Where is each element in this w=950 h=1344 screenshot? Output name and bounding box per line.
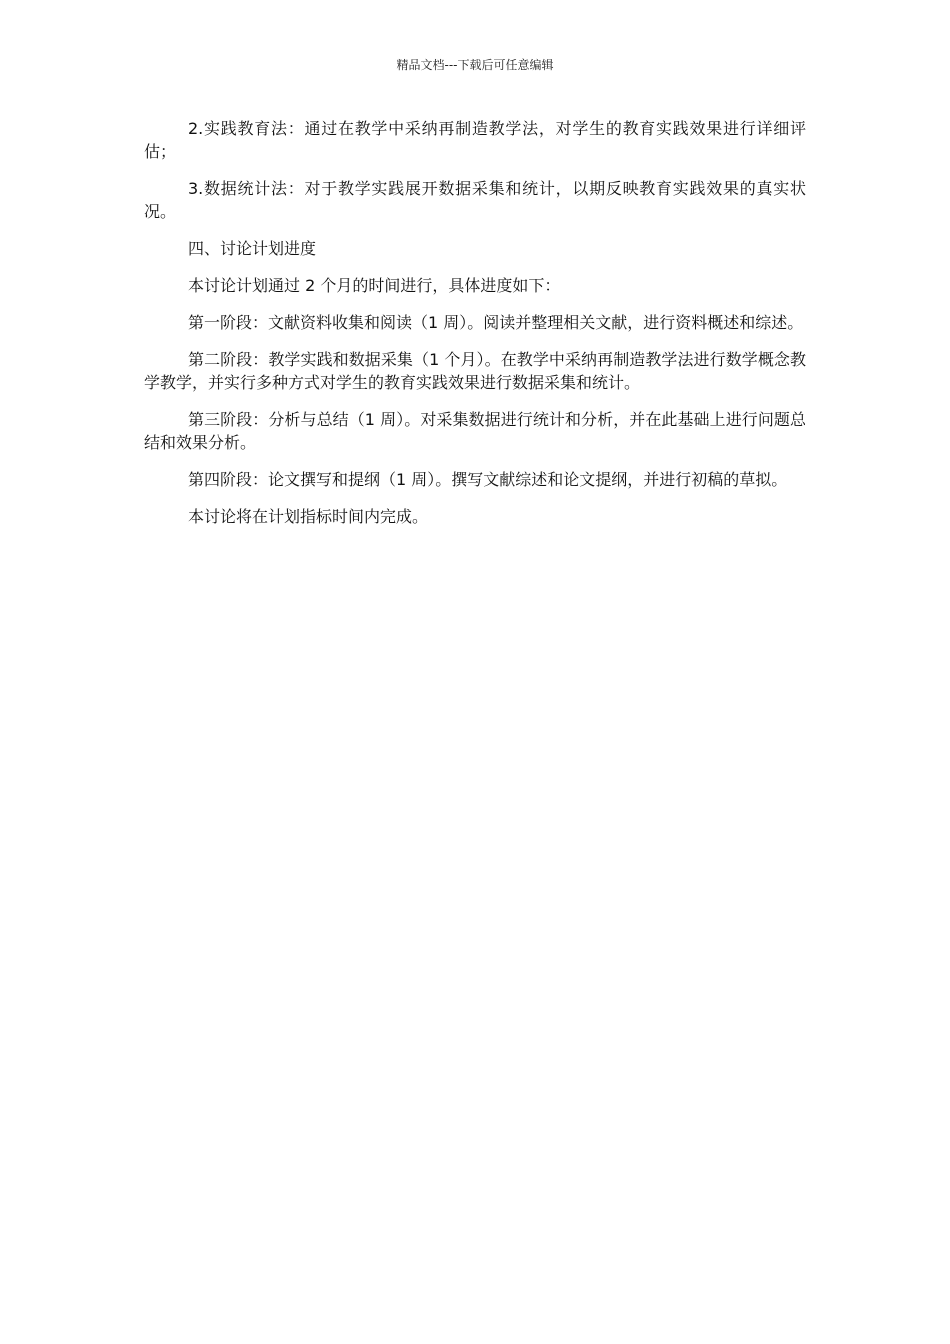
- method-practice-paragraph: 2.实践教育法：通过在教学中采纳再制造教学法，对学生的教育实践效果进行详细评估；: [144, 119, 806, 161]
- stage-four-paragraph: 第四阶段：论文撰写和提纲（1 周）。撰写文献综述和论文提纲，并进行初稿的草拟。: [188, 470, 788, 489]
- schedule-intro-paragraph: 本讨论计划通过 2 个月的时间进行，具体进度如下：: [188, 276, 561, 295]
- completion-paragraph: 本讨论将在计划指标时间内完成。: [188, 507, 429, 526]
- stage-one-paragraph: 第一阶段：文献资料收集和阅读（1 周）。阅读并整理相关文献，进行资料概述和综述。: [188, 313, 804, 332]
- page-header: 精品文档---下载后可任意编辑: [396, 58, 554, 72]
- stage-three-paragraph: 第三阶段：分析与总结（1 周）。对采集数据进行统计和分析，并在此基础上进行问题总结和效果分析。: [144, 410, 806, 452]
- section-heading-schedule: 四、讨论计划进度: [188, 239, 317, 258]
- document-body: [144, 117, 806, 542]
- stage-two-paragraph: 第二阶段：教学实践和数据采集（1 个月）。在教学中采纳再制造教学法进行数学概念教学教学，并实行多种方式对学生的教育实践效果进行数据采集和统计。: [144, 350, 806, 392]
- method-statistics-paragraph: 3.数据统计法：对于教学实践展开数据采集和统计，以期反映教育实践效果的真实状况。: [144, 179, 806, 221]
